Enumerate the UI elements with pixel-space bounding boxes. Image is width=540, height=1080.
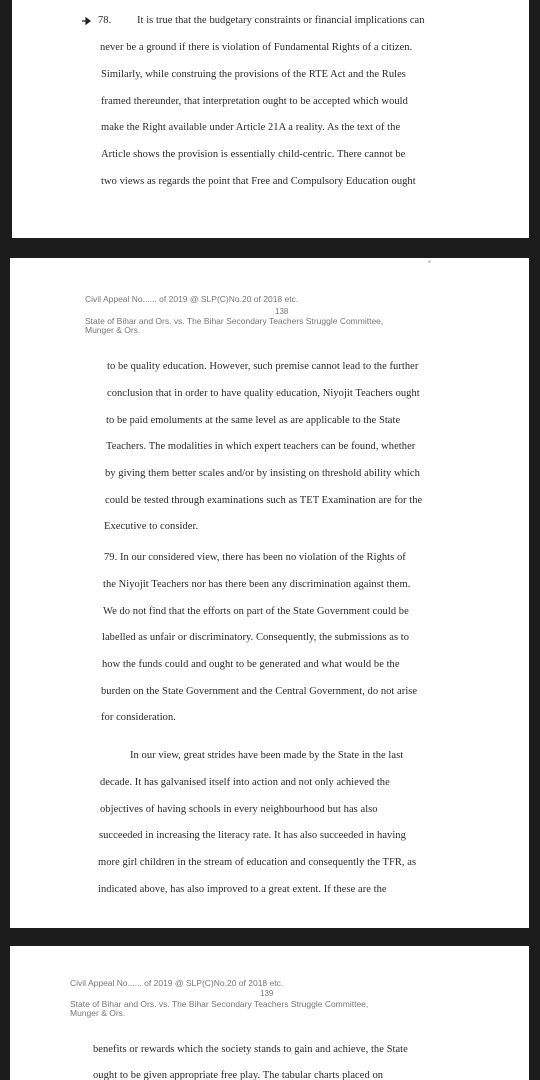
text-line: never be a ground if there is violation of Fundamental Rights of a citizen.: [100, 42, 413, 53]
text-line: framed thereunder, that interpretation ought to be accepted which would: [101, 96, 408, 107]
parties-header: State of Bihar and Ors. vs. The Bihar Secondary Teachers Struggle Committee,: [70, 999, 369, 1009]
text-line: could be tested through examinations such as TET Examination are for the: [105, 495, 423, 506]
text-line: to be quality education. However, such premise cannot lead to the further: [107, 361, 419, 372]
text-line: make the Right available under Article 21A a reality. As the text of the: [101, 122, 401, 133]
text-line: We do not find that the efforts on part of the State Government could be: [103, 606, 409, 617]
text-line: burden on the State Government and the Central Government, do not arise: [101, 686, 418, 697]
document-page-3: [10, 946, 529, 1080]
text-line: more girl children in the stream of education and consequently the TFR, as: [98, 857, 417, 868]
text-line: by giving them better scales and/or by insisting on threshold ability which: [105, 468, 420, 479]
text-line: objectives of having schools in every neighbourhood but has also: [100, 804, 378, 815]
text-line: It is true that the budgetary constraints or financial implications can: [137, 15, 425, 26]
text-line: decade. It has galvanised itself into action and not only achieved the: [100, 777, 390, 788]
text-line: two views as regards the point that Free and Compulsory Education ought: [101, 176, 416, 187]
text-line: how the funds could and ought to be generated and what would be the: [102, 659, 400, 670]
case-header: Civil Appeal No...... of 2019 @ SLP(C)No.20 of 2018 etc.: [70, 978, 284, 988]
scan-speck: [428, 260, 431, 263]
text-line: Teachers. The modalities in which expert teachers can be found, whether: [106, 441, 416, 452]
text-line: labelled as unfair or discriminatory. Consequently, the submissions as to: [102, 632, 410, 643]
page-number: 139: [260, 989, 274, 998]
document-page-1: [12, 0, 529, 238]
document-page-2: [10, 258, 529, 928]
text-line: benefits or rewards which the society stands to gain and achieve, the State: [93, 1044, 408, 1055]
case-header: Civil Appeal No...... of 2019 @ SLP(C)No.20 of 2018 etc.: [85, 294, 299, 304]
parties-header: State of Bihar and Ors. vs. The Bihar Secondary Teachers Struggle Committee,: [85, 316, 384, 326]
place-header: Munger & Ors.: [85, 325, 141, 335]
paragraph-number: 78.: [98, 15, 112, 26]
text-line: Similarly, while construing the provisions of the RTE Act and the Rules: [101, 69, 406, 80]
text-line: Article shows the provision is essentially child-centric. There cannot be: [101, 149, 406, 160]
text-line: for consideration.: [101, 712, 176, 723]
text-line: ought to be given appropriate free play. The tabular charts placed on: [93, 1070, 384, 1080]
text-line: In our view, great strides have been made by the State in the last: [130, 750, 404, 761]
page-number: 138: [275, 307, 289, 316]
text-line: succeeded in increasing the literacy rate. It has also succeeded in having: [99, 830, 406, 841]
text-line: 79. In our considered view, there has been no violation of the Rights of: [104, 552, 406, 563]
text-line: to be paid emoluments at the same level as are applicable to the State: [106, 415, 401, 426]
text-line: the Niyojit Teachers nor has there been any discrimination against them.: [103, 579, 411, 590]
arrow-right-icon: [82, 17, 92, 25]
place-header: Munger & Ors.: [70, 1008, 126, 1018]
text-line: conclusion that in order to have quality education, Niyojit Teachers ought: [107, 388, 420, 399]
text-line: indicated above, has also improved to a great extent. If these are the: [98, 884, 387, 895]
text-line: Executive to consider.: [104, 521, 199, 532]
